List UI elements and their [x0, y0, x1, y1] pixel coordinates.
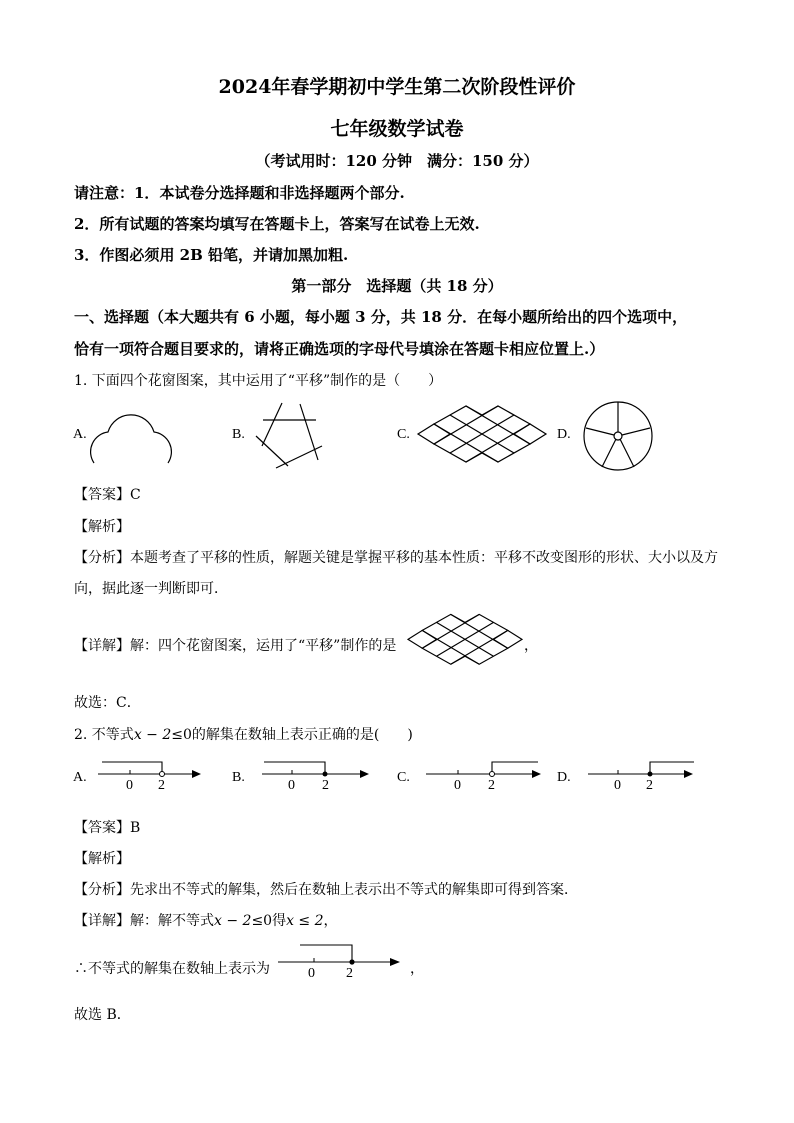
q2-option-a-numberline — [98, 758, 203, 792]
q2-stem-rel: ≤0 — [171, 727, 192, 743]
q2-stem-expr: x − 2 — [133, 727, 172, 743]
notice-line-1: 请注意：1．本试卷分选择题和非选择题两个部分. — [74, 184, 405, 202]
q2-detail-pre: 【详解】解：解不等式 — [74, 913, 214, 929]
q2-detail-expr: x − 2 — [214, 913, 252, 929]
q2-c-tick-0: 0 — [454, 778, 461, 793]
q2-stem — [74, 724, 413, 744]
q1-option-c-label: C. — [397, 427, 410, 442]
part1-title: 第一部分 选择题（共 18 分） — [291, 277, 503, 295]
notice-line-2: 2．所有试题的答案均填写在答题卡上，答案写在试卷上无效. — [74, 215, 480, 233]
part1-instructions-1: 一、选择题（本大题共有 6 小题，每小题 3 分，共 18 分．在每小题所给出的四个选项中， — [74, 308, 688, 326]
q2-detail — [74, 910, 338, 930]
q2-a-tick-2: 2 — [158, 778, 165, 793]
q2-c-tick-2: 2 — [488, 778, 495, 793]
q1-detail: 【详解】解：四个花窗图案，运用了“平移”制作的是 — [74, 638, 397, 654]
q1-option-b-figure — [248, 398, 328, 473]
q1-choice: 故选：C． — [74, 695, 141, 711]
q1-fenxi-line-2: 向，据此逐一判断即可． — [74, 581, 228, 597]
q2-stem-pre: 2. 不等式 — [74, 727, 134, 743]
q1-detail-figure — [408, 614, 522, 670]
q1-option-b-label: B. — [232, 427, 245, 442]
q2-fenxi: 【分析】先求出不等式的解集，然后在数轴上表示出不等式的解集即可得到答案． — [74, 882, 578, 898]
q2-detail-sol: x ≤ 2 — [286, 913, 324, 929]
q2-b-tick-2: 2 — [322, 778, 329, 793]
q2-stem-post: 的解集在数轴上表示正确的是( ) — [191, 727, 413, 743]
q1-analysis-label: 【解析】 — [74, 519, 130, 535]
q1-option-d-label: D. — [557, 427, 571, 442]
q2-numline-end: ， — [410, 961, 424, 977]
exam-title: 2024年春学期初中学生第二次阶段性评价 — [218, 76, 576, 98]
q2-detail-end: ， — [323, 913, 338, 929]
q2-d-tick-2: 2 — [646, 778, 653, 793]
q1-option-c-figure — [418, 406, 546, 468]
q2-option-c-label: C. — [397, 770, 410, 785]
exam-info: （考试用时：120 分钟 满分：150 分） — [255, 152, 539, 170]
q1-answer: 【答案】C — [74, 487, 141, 503]
q2-a-tick-0: 0 — [126, 778, 133, 793]
exam-subtitle: 七年级数学试卷 — [330, 118, 464, 140]
q2-answer: 【答案】B — [74, 820, 141, 836]
q1-detail-end: ， — [524, 638, 538, 654]
q2-numline-text: ∴不等式的解集在数轴上表示为 — [74, 961, 270, 977]
q2-d-tick-0: 0 — [614, 778, 621, 793]
q1-option-a-label: A. — [73, 427, 87, 442]
q2-detail-mid: 得 — [272, 913, 287, 929]
q2-choice: 故选 B． — [74, 1007, 131, 1023]
q2-option-b-numberline — [262, 758, 370, 792]
q2-b-tick-0: 0 — [288, 778, 295, 793]
q2-option-c-numberline — [426, 758, 542, 792]
q1-fenxi-line-1: 【分析】本题考查了平移的性质，解题关键是掌握平移的基本性质：平移不改变图形的形状、大小以及方 — [74, 550, 718, 566]
notice-line-3: 3．作图必须用 2B 铅笔，并请加黑加粗. — [74, 246, 349, 264]
q2-detail-numberline — [278, 940, 402, 974]
q2-option-b-label: B. — [232, 770, 245, 785]
q2-analysis-label: 【解析】 — [74, 851, 130, 867]
q2-detail-tick-0: 0 — [308, 966, 315, 981]
q2-detail-rel: ≤0 — [251, 913, 273, 929]
q1-stem: 1. 下面四个花窗图案，其中运用了“平移”制作的是（ ） — [74, 373, 443, 389]
q2-option-a-label: A. — [73, 770, 87, 785]
q1-option-a-figure — [88, 408, 178, 468]
part1-instructions-2: 恰有一项符合题目要求的，请将正确选项的字母代号填涂在答题卡相应位置上.） — [74, 340, 605, 358]
q2-detail-tick-2: 2 — [346, 966, 353, 981]
q2-option-d-numberline — [588, 758, 696, 792]
q1-option-d-figure — [580, 400, 656, 472]
q2-option-d-label: D. — [557, 770, 571, 785]
